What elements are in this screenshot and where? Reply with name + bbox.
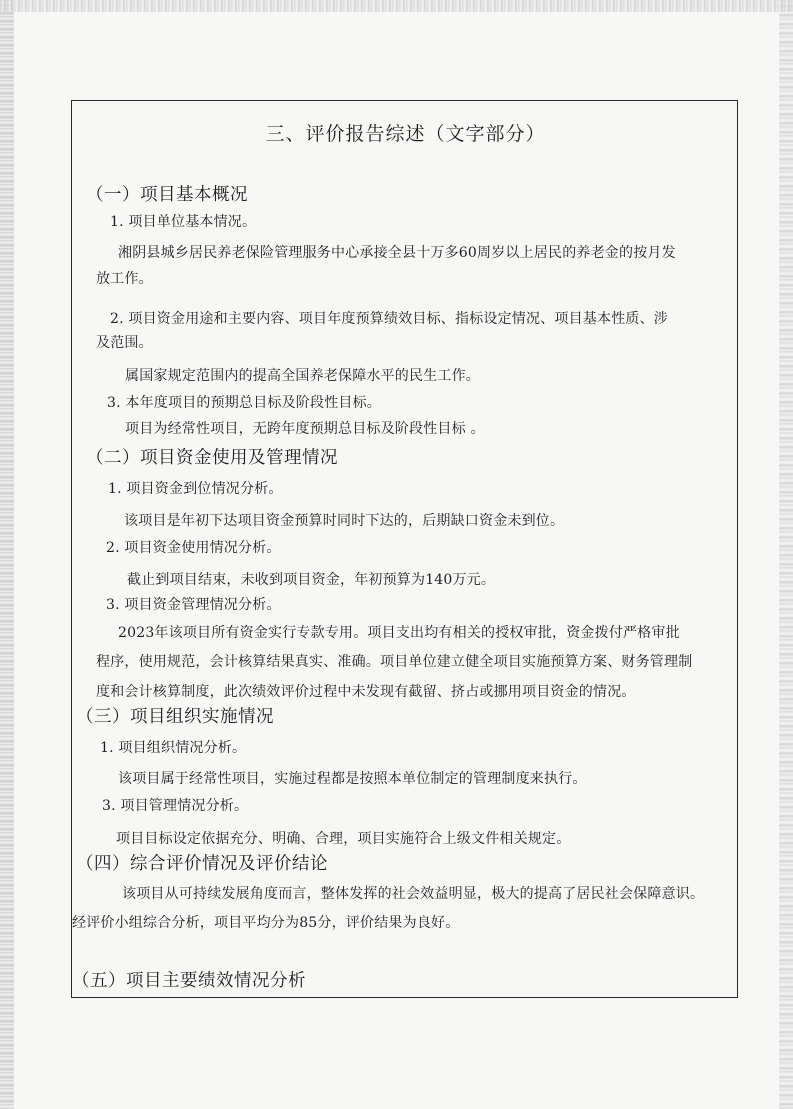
- section-1-line: 及范围。: [96, 335, 153, 351]
- section-1-heading: （一）项目基本概况: [86, 185, 248, 205]
- section-2-line: 3. 项目资金管理情况分析。: [106, 597, 281, 613]
- section-1-line: 1. 项目单位基本情况。: [110, 214, 257, 230]
- section-2-line: 程序，使用规范，会计核算结果真实、准确。项目单位建立健全项目实施预算方案、财务管理制: [96, 654, 693, 670]
- section-3-line: 该项目属于经常性项目，实施过程都是按照本单位制定的管理制度来执行。: [118, 771, 587, 787]
- section-1-line: 2. 项目资金用途和主要内容、项目年度预算绩效目标、指标设定情况、项目基本性质、涉: [110, 311, 669, 327]
- section-1-line: 项目为经常性项目，无跨年度预期总目标及阶段性目标 。: [125, 421, 485, 437]
- section-2-heading: （二）项目资金使用及管理情况: [86, 448, 338, 468]
- section-2-line: 2. 项目资金使用情况分析。: [106, 540, 281, 556]
- section-4-heading: （四）综合评价情况及评价结论: [76, 854, 328, 874]
- section-3-line: 项目目标设定依据充分、明确、合理，项目实施符合上级文件相关规定。: [116, 831, 571, 847]
- section-2-line: 截止到项目结束，未收到项目资金，年初预算为140万元。: [127, 572, 496, 588]
- section-1-line: 放工作。: [96, 271, 153, 287]
- section-2-line: 度和会计核算制度，此次绩效评价过程中未发现有截留、挤占或挪用项目资金的情况。: [96, 684, 636, 700]
- page-title: 三、评价报告综述（文字部分）: [265, 123, 546, 145]
- section-1-line: 湘阴县城乡居民养老保险管理服务中心承接全县十万多60周岁以上居民的养老金的按月发: [118, 245, 676, 261]
- section-3-line: 1. 项目组织情况分析。: [100, 740, 247, 756]
- section-4-line: 经评价小组综合分析，项目平均分为85分，评价结果为良好。: [72, 915, 460, 931]
- section-4-line: 该项目从可持续发展角度而言，整体发挥的社会效益明显，极大的提高了居民社会保障意识。: [122, 886, 705, 902]
- section-2-line: 2023年该项目所有资金实行专款专用。项目支出均有相关的授权审批，资金拨付严格审批: [118, 625, 680, 641]
- scan-border-left: [0, 0, 14, 1109]
- section-1-line: 属国家规定范围内的提高全国养老保障水平的民生工作。: [125, 368, 480, 384]
- section-5-heading: （五）项目主要绩效情况分析: [72, 971, 306, 991]
- scan-border-right: [779, 0, 793, 1109]
- section-3-heading: （三）项目组织实施情况: [76, 707, 274, 727]
- section-1-line: 3. 本年度项目的预期总目标及阶段性目标。: [107, 395, 382, 411]
- section-2-line: 1. 项目资金到位情况分析。: [108, 481, 283, 497]
- section-3-line: 3. 项目管理情况分析。: [102, 798, 249, 814]
- section-2-line: 该项目是年初下达项目资金预算时同时下达的，后期缺口资金未到位。: [124, 513, 565, 529]
- scan-border-top: [0, 0, 793, 12]
- report-frame: [71, 100, 738, 998]
